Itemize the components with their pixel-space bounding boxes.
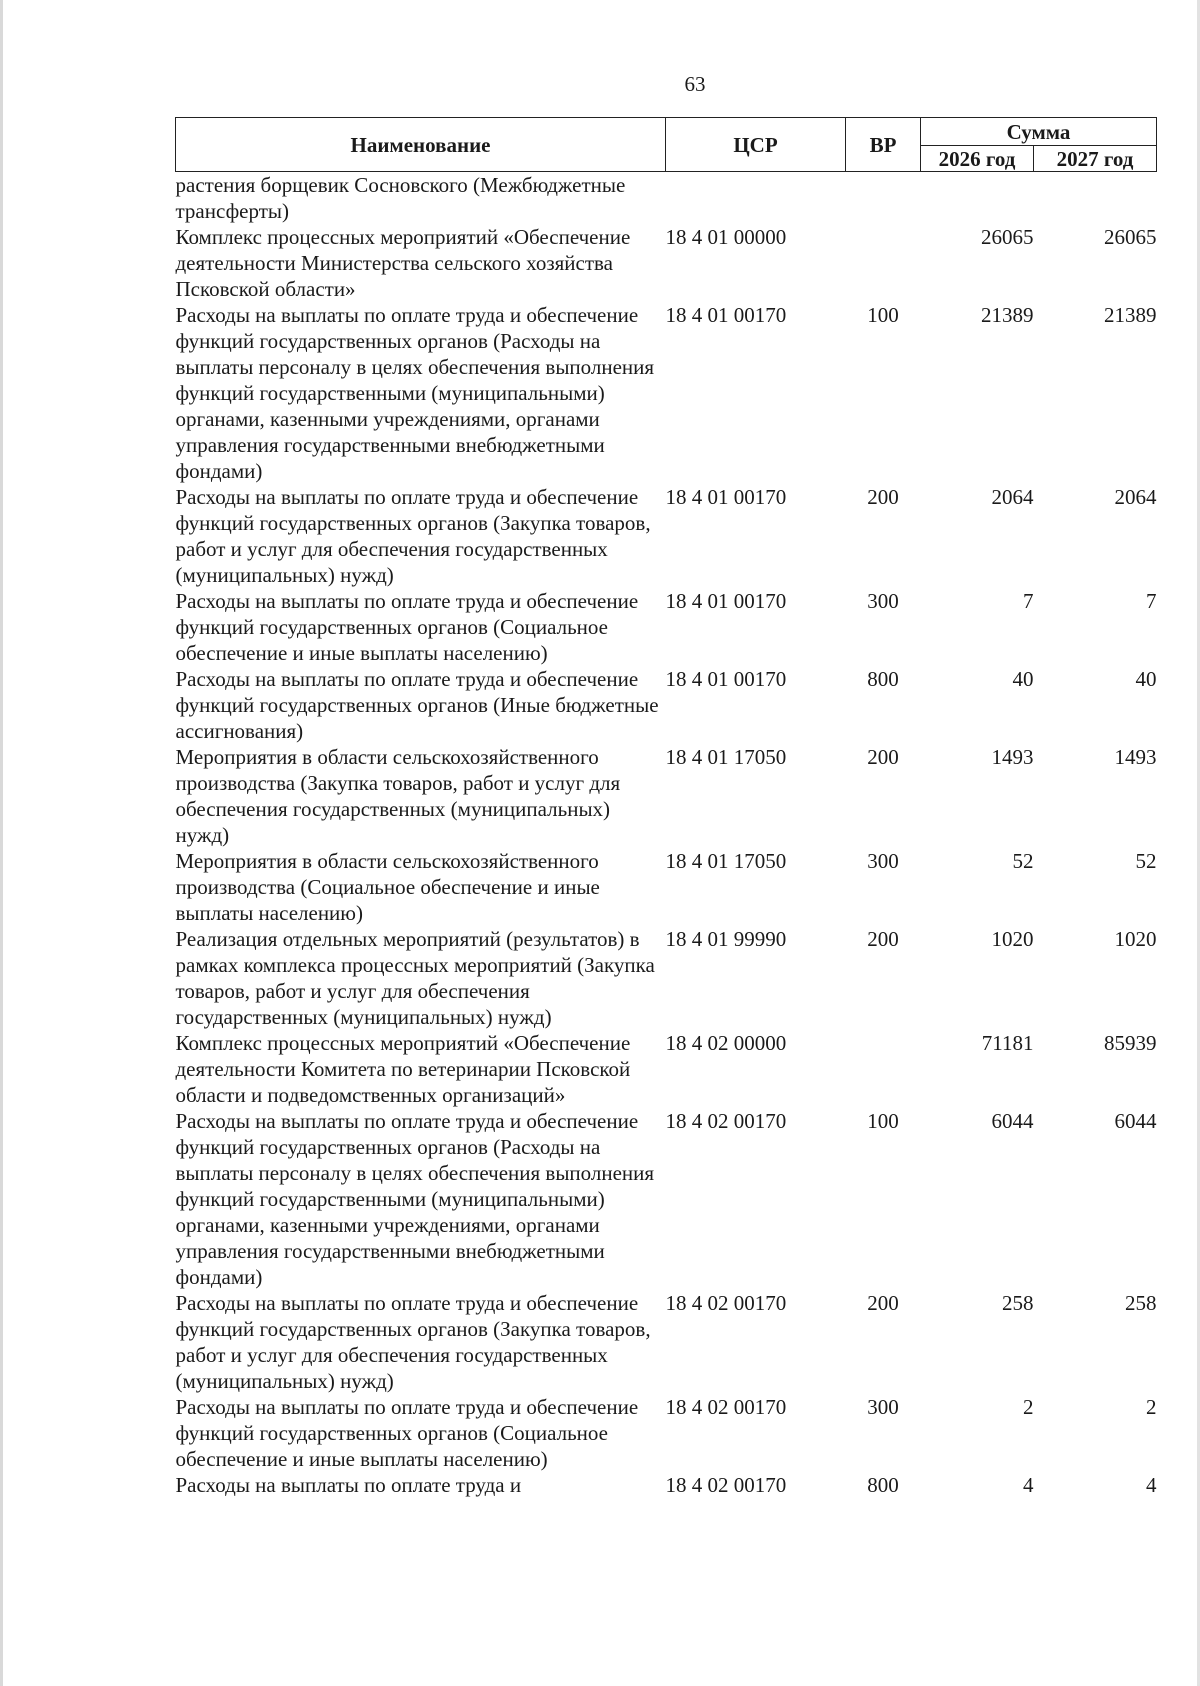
row-name: Расходы на выплаты по оплате труда и обеспечение функций государственных органов (Расходы на выплаты персоналу в целях обеспечения выполнения функций государственными (муниципальными) органами, казенными учреждениями, органами управления государственными внебюджетными фондами) (175, 1109, 655, 1289)
row-vr: 800 (867, 667, 899, 691)
header-vr: ВР (846, 118, 921, 172)
row-vr: 200 (867, 485, 899, 509)
table-row (176, 1472, 1157, 1498)
row-csr: 18 4 01 00170 (665, 303, 787, 327)
row-vr (846, 172, 921, 225)
row-name: растения борщевик Сосновского (Межбюджетные трансферты) (175, 173, 626, 223)
header-csr: ЦСР (666, 118, 846, 172)
row-sum-2026: 6044 (991, 1109, 1034, 1133)
row-sum-2026 (921, 172, 1034, 225)
row-csr: 18 4 02 00170 (665, 1109, 787, 1133)
row-sum-2026: 71181 (981, 1031, 1034, 1055)
row-sum-2026: 4 (1023, 1473, 1034, 1497)
row-sum-2027: 1493 (1114, 745, 1157, 769)
row-name: Мероприятия в области сельскохозяйственного производства (Социальное обеспечение и иные выплаты населению) (175, 849, 600, 925)
row-sum-2026: 2 (1023, 1395, 1034, 1419)
table-row (176, 1290, 1157, 1394)
row-sum-2026: 21389 (981, 303, 1034, 327)
row-sum-2027 (1034, 172, 1157, 225)
header-name: Наименование (176, 118, 666, 172)
row-vr: 800 (867, 1473, 899, 1497)
table-row (176, 744, 1157, 848)
row-name: Расходы на выплаты по оплате труда и обеспечение функций государственных органов (Социальное обеспечение и иные выплаты населению) (175, 589, 639, 665)
row-vr (846, 1030, 921, 1108)
table-row (176, 484, 1157, 588)
row-csr: 18 4 01 17050 (665, 849, 787, 873)
row-name: Комплекс процессных мероприятий «Обеспечение деятельности Комитета по ветеринарии Псковской области и подведомственных организаций» (175, 1031, 631, 1107)
row-csr (666, 172, 846, 225)
header-year-2027: 2027 год (1034, 146, 1157, 172)
row-vr: 300 (867, 589, 899, 613)
row-vr: 100 (867, 303, 899, 327)
row-csr: 18 4 01 00170 (665, 485, 787, 509)
table-row (176, 1394, 1157, 1472)
row-name: Расходы на выплаты по оплате труда и обеспечение функций государственных органов (Расходы на выплаты персоналу в целях обеспечения выполнения функций государственными (муниципальными) органами, казенными учреждениями, органами управления государственными внебюджетными фондами) (175, 303, 655, 483)
row-sum-2027: 2064 (1114, 485, 1157, 509)
row-vr: 300 (867, 849, 899, 873)
header-sum: Сумма (921, 118, 1157, 146)
row-sum-2027: 4 (1146, 1473, 1157, 1497)
row-vr: 100 (867, 1109, 899, 1133)
table-row (176, 926, 1157, 1030)
row-sum-2027: 40 (1135, 667, 1157, 691)
row-vr: 300 (867, 1395, 899, 1419)
row-sum-2027: 52 (1135, 849, 1157, 873)
row-csr: 18 4 02 00170 (665, 1473, 787, 1497)
row-vr: 200 (867, 1291, 899, 1315)
row-csr: 18 4 01 00170 (665, 667, 787, 691)
table-row (176, 1108, 1157, 1290)
row-name: Реализация отдельных мероприятий (результатов) в рамках комплекса процессных мероприятий (Закупка товаров, работ и услуг для обеспечения государственных (муниципальных) нужд) (175, 927, 655, 1029)
row-sum-2027: 2 (1146, 1395, 1157, 1419)
page-number: 63 (684, 72, 706, 96)
table-row (176, 224, 1157, 302)
row-vr (846, 224, 921, 302)
table-row (176, 666, 1157, 744)
row-name: Мероприятия в области сельскохозяйственного производства (Закупка товаров, работ и услуг для обеспечения государственных (муниципальных) нужд) (175, 745, 621, 847)
row-vr: 200 (867, 745, 899, 769)
row-sum-2027: 6044 (1114, 1109, 1157, 1133)
row-sum-2026: 52 (1012, 849, 1034, 873)
row-csr: 18 4 01 17050 (665, 745, 787, 769)
row-sum-2026: 26065 (981, 225, 1034, 249)
row-name: Расходы на выплаты по оплате труда и обеспечение функций государственных органов (Социальное обеспечение и иные выплаты населению) (175, 1395, 639, 1471)
row-csr: 18 4 01 99990 (665, 927, 787, 951)
table-row (176, 1030, 1157, 1108)
row-csr: 18 4 01 00170 (665, 589, 787, 613)
row-csr: 18 4 02 00000 (665, 1031, 787, 1055)
scan-edge-left (0, 0, 3, 1686)
row-sum-2026: 1493 (991, 745, 1034, 769)
table-header (176, 118, 1157, 172)
row-name: Расходы на выплаты по оплате труда и обеспечение функций государственных органов (Закупка товаров, работ и услуг для обеспечения государственных (муниципальных) нужд) (175, 1291, 651, 1393)
table-row (176, 848, 1157, 926)
table-row (176, 588, 1157, 666)
table-row (176, 302, 1157, 484)
row-csr: 18 4 02 00170 (665, 1291, 787, 1315)
row-csr: 18 4 01 00000 (665, 225, 787, 249)
row-vr: 200 (867, 927, 899, 951)
row-sum-2026: 2064 (991, 485, 1034, 509)
row-sum-2027: 258 (1125, 1291, 1157, 1315)
table-row (176, 172, 1157, 225)
row-sum-2026: 7 (1023, 589, 1034, 613)
row-name: Расходы на выплаты по оплате труда и обеспечение функций государственных органов (Иные бюджетные ассигнования) (175, 667, 659, 743)
row-sum-2026: 1020 (991, 927, 1034, 951)
row-sum-2027: 21389 (1104, 303, 1157, 327)
header-year-2026: 2026 год (921, 146, 1034, 172)
row-sum-2027: 1020 (1114, 927, 1157, 951)
row-csr: 18 4 02 00170 (665, 1395, 787, 1419)
row-name: Расходы на выплаты по оплате труда и (175, 1473, 522, 1497)
row-sum-2027: 85939 (1104, 1031, 1157, 1055)
row-name: Комплекс процессных мероприятий «Обеспечение деятельности Министерства сельского хозяйства Псковской области» (175, 225, 631, 301)
table-body (176, 172, 1157, 1499)
budget-table (175, 117, 1157, 1498)
row-sum-2027: 26065 (1104, 225, 1157, 249)
row-sum-2027: 7 (1146, 589, 1157, 613)
row-sum-2026: 258 (1002, 1291, 1034, 1315)
row-name: Расходы на выплаты по оплате труда и обеспечение функций государственных органов (Закупка товаров, работ и услуг для обеспечения государственных (муниципальных) нужд) (175, 485, 651, 587)
row-sum-2026: 40 (1012, 667, 1034, 691)
